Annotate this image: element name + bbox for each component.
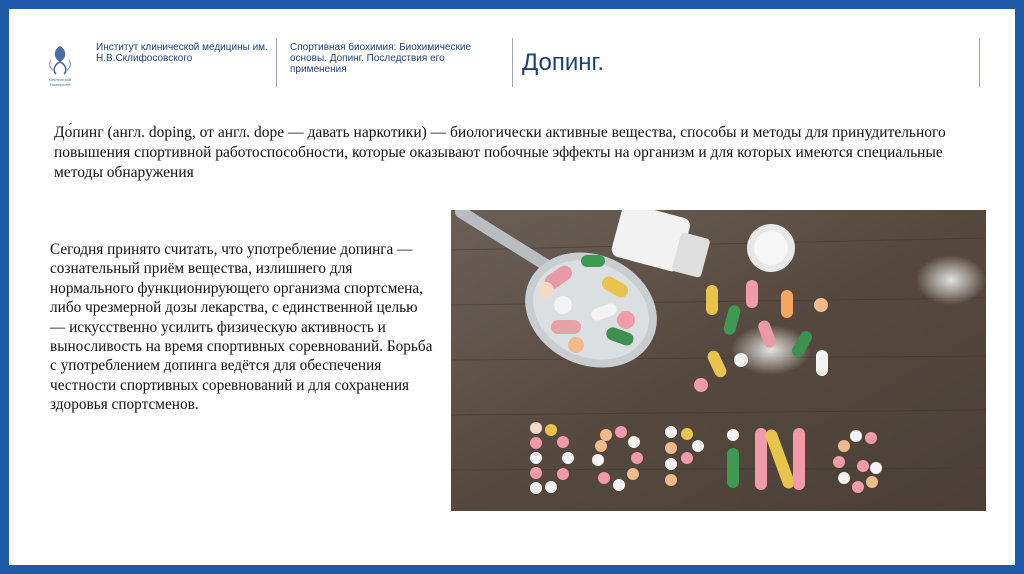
svg-text:Сеченовский: Сеченовский (48, 77, 72, 82)
institute-name: Институт клинической медицины им. Н.В.Склифосовского (96, 42, 268, 64)
university-logo (43, 44, 77, 88)
doping-pills-photo (451, 210, 986, 511)
slide-header (9, 9, 1015, 89)
header-divider (512, 38, 513, 87)
slide-title: Допинг. (522, 49, 605, 76)
doping-definition: До́пинг (англ. doping, от англ. dope — давать наркотики) — биологически активные вещества, способы и методы для принудительного повышения спортивной работоспособности, которые оказывают побочные эффекты на организм и для которых имеются специальные методы обнаружения (54, 124, 946, 181)
header-divider (276, 38, 277, 87)
body-paragraph: Сегодня принято считать, что употребление допинга — сознательный приём вещества, излишнего для нормального функционирующего организма спортсмена, либо чрезмерной дозы лекарства, с единственной целью — искусственно усилить физическую активность и выносливость на время спортивных соревнований. Борьба с употреблением допинга ведётся для обеспечения честности спортивных соревнований и для сохранения здоровья спортсменов. (50, 241, 433, 414)
header-divider (979, 38, 980, 87)
course-title: Спортивная биохимия: Биохимические основы. Допинг. Последствия его применения (290, 42, 472, 75)
svg-text:Университет: Университет (49, 82, 71, 87)
